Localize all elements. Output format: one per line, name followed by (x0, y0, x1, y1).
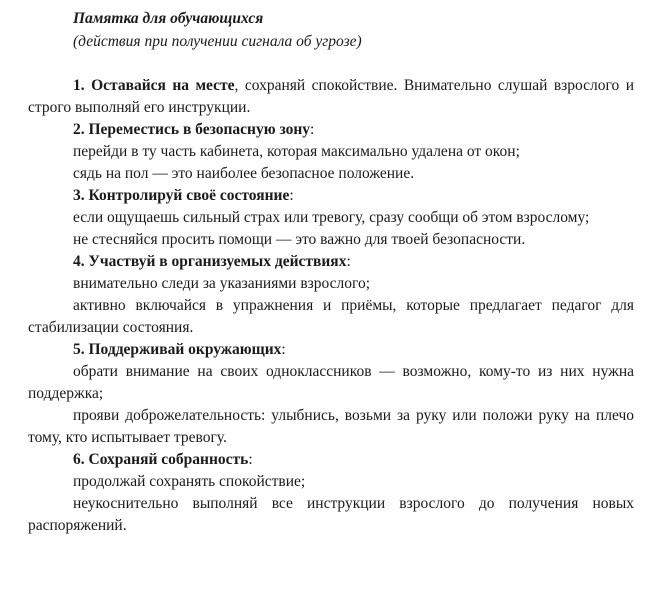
item-4 (28, 251, 634, 273)
item-2-line-1: перейди в ту часть кабинета, которая максимально удалена от окон; (73, 143, 520, 160)
item-1-text: , сохраняй спокойствие. Внимательно слушай взрослого и строго выполняй его инструкции. (28, 77, 634, 116)
item-6-colon: : (248, 451, 253, 468)
item-2-line-2: сядь на пол — это наиболее безопасное положение. (73, 165, 415, 182)
item-3-line-1: если ощущаешь сильный страх или тревогу, сразу сообщи об этом взрослому; (73, 209, 590, 226)
item-6-line-2: неукоснительно выполняй все инструкции взрослого до получения новых распоряжений. (28, 495, 634, 534)
item-5-heading: 5. Поддерживай окружающих (73, 341, 282, 358)
item-3-colon: : (289, 187, 294, 204)
item-1 (28, 75, 634, 119)
item-5-colon: : (281, 341, 286, 358)
memo-title: Памятка для обучающихся (73, 10, 264, 27)
item-6 (28, 449, 634, 471)
item-4-line-1: внимательно следи за указаниями взрослого; (73, 275, 371, 292)
item-3-line-2: не стесняйся просить помощи — это важно для твоей безопасности. (73, 231, 526, 248)
item-5-line-2: прояви доброжелательность: улыбнись, возьми за руку или положи руку на плечо тому, кто испытывает тревогу. (28, 407, 634, 446)
item-4-heading: 4. Участвуй в организуемых действиях (73, 253, 347, 270)
item-3-heading: 3. Контролируй своё состояние (73, 187, 290, 204)
item-2-colon: : (310, 121, 315, 138)
item-2-heading: 2. Переместись в безопасную зону (73, 121, 311, 138)
item-6-line-1: продолжай сохранять спокойствие; (73, 473, 306, 490)
memo-subtitle: (действия при получении сигнала об угрозе) (73, 33, 362, 50)
item-2 (28, 119, 634, 141)
item-4-colon: : (346, 253, 351, 270)
item-5-line-1: обрати внимание на своих одноклассников — возможно, кому-то из них нужна поддержка; (28, 363, 634, 402)
item-1-heading: 1. Оставайся на месте (73, 77, 235, 94)
memo-body (28, 75, 634, 537)
item-5 (28, 339, 634, 361)
item-3 (28, 185, 634, 207)
item-4-line-2: активно включайся в упражнения и приёмы, которые предлагает педагог для стабилизации состояния. (28, 297, 634, 336)
item-6-heading: 6. Сохраняй собранность (73, 451, 249, 468)
